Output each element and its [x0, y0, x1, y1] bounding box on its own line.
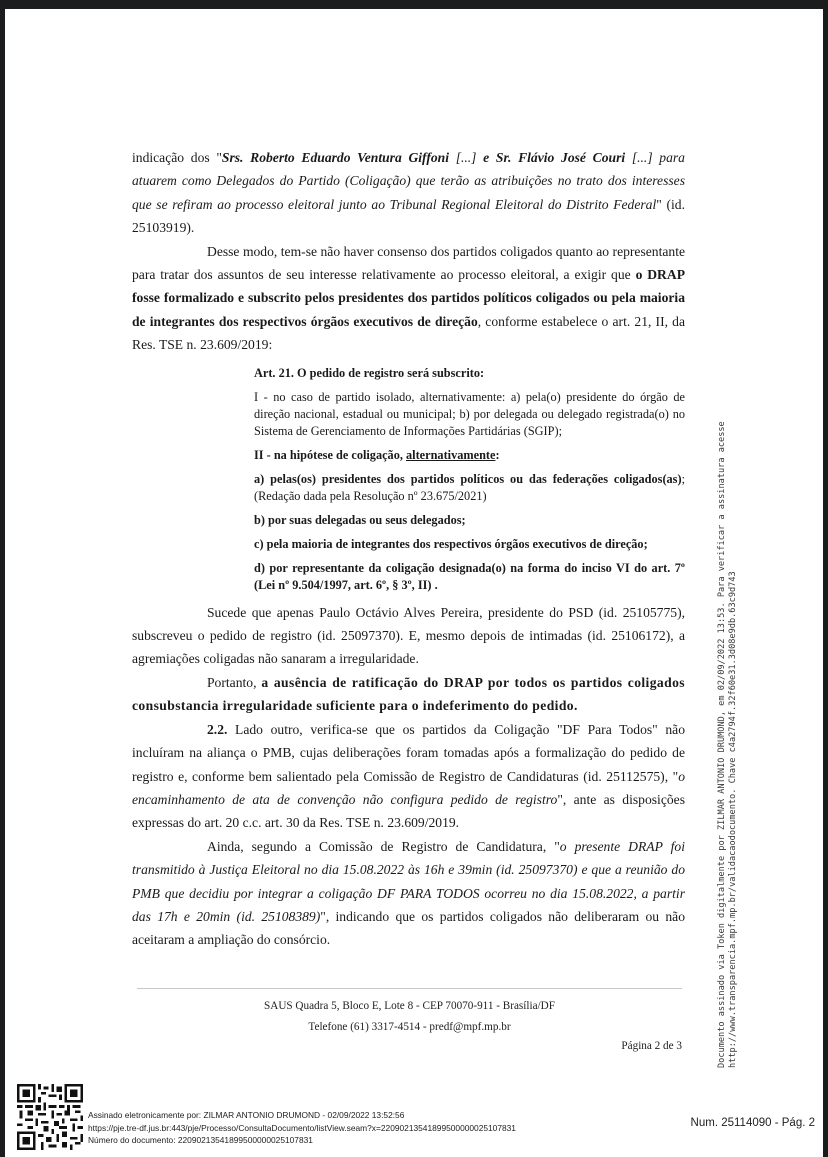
- quote-item-ii: II - na hipótese de coligação, alternativamente:: [254, 447, 500, 462]
- paragraph-consensus: Desse modo, tem-se não haver consenso dos partidos coligados quanto ao representante para tratar dos assuntos de seu interesse relativamente ao processo eleitoral, a exigir que o DRAP fosse formalizado e subscrito pelos presidentes dos partidos políticos coligados ou pela maioria de integrantes dos respectivos órgãos executivos de direção, conforme estabelece o art. 21, II, da Res. TSE n. 23.609/2019:: [132, 243, 685, 353]
- electronic-signature-block: [17, 1084, 617, 1154]
- paragraph-portanto: Portanto, a ausência de ratificação do DRAP por todos os partidos coligados consubstancia irregularidade suficiente para o indeferimento do pedido.: [132, 674, 685, 714]
- footer-address-block: [137, 996, 682, 1038]
- footer-address: SAUS Quadra 5, Bloco E, Lote 8 - CEP 70070-911 - Brasília/DF: [264, 1000, 555, 1012]
- signature-lines: [88, 1109, 516, 1147]
- num-page-ref: Num. 25114090 - Pág. 2: [690, 1117, 815, 1129]
- document-body: [132, 146, 685, 952]
- document-number: Número do documento: 22090213541899500000025107831: [88, 1135, 313, 1146]
- signed-by: Assinado eletronicamente por: ZILMAR ANTONIO DRUMOND - 02/09/2022 13:52:56: [88, 1110, 405, 1120]
- document-num-reference: [600, 1084, 815, 1130]
- stamp-line-1: Documento assinado via Token digitalmente por ZILMAR ANTONIO DRUMOND, em 02/09/2022 13:53. Para verificar a assinatura acesse: [717, 421, 727, 1068]
- paragraph-sucede: Sucede que apenas Paulo Octávio Alves Pereira, presidente do PSD (id. 25105775), subscreveu o pedido de registro (id. 25097370). E, mesmo depois de intimadas (id. 25106172), a agremiações coligadas não sanaram a irregularidade.: [132, 604, 685, 667]
- quote-item-i: I - no caso de partido isolado, alternativamente: a) pela(o) presidente do órgão de direção nacional, estadual ou municipal; b) por delegada ou delegado registrada(o) no Sistema de Gerenciamento de Informações Partidárias (SGIP);: [254, 389, 685, 438]
- footer-divider: [137, 988, 682, 989]
- paragraph-ainda: Ainda, segundo a Comissão de Registro de Candidatura, "o presente DRAP foi transmitido à Justiça Eleitoral no dia 15.08.2022 às 16h e 39min (id. 25097370) e que a reunião do PMB que decidiu por integrar a coligação DF PARA TODOS ocorreu no dia 15.08.2022, a partir das 17h e 20min (id. 25108389)", indicando que os partidos coligados não deliberaram ou não aceitaram a ampliação do consórcio.: [132, 838, 685, 948]
- quote-item-a: a) pelas(os) presidentes dos partidos políticos ou das federações coligados(as); (Redação dada pela Resolução nº 23.675/2021): [254, 471, 685, 503]
- paragraph-delegates: indicação dos "Srs. Roberto Eduardo Ventura Giffoni [...] e Sr. Flávio José Couri [...] para atuarem como Delegados do Partido (Coligação) que terão as atribuições no trato dos interesses que se refiram ao processo eleitoral junto ao Tribunal Regional Eleitoral do Distrito Federal" (id. 25103919).: [132, 150, 685, 236]
- quote-item-d: d) por representante da coligação designada(o) na forma do inciso VI do art. 7º (Lei nº 9.504/1997, art. 6º, § 3º, II) .: [254, 560, 685, 592]
- digital-signature-stamp: [717, 421, 745, 1068]
- page-number: Página 2 de 3: [621, 1040, 682, 1052]
- legal-quote: [254, 365, 685, 594]
- stamp-line-2: http://www.transparencia.mpf.mp.br/validacaodocumento. Chave c4a2794f.32f60e31.3d08e9db.63c9d743: [728, 571, 738, 1068]
- footer-contact: Telefone (61) 3317-4514 - predf@mpf.mp.br: [308, 1021, 511, 1033]
- qr-code-icon[interactable]: [17, 1084, 83, 1150]
- quote-item-c: c) pela maioria de integrantes dos respectivos órgãos executivos de direção;: [254, 536, 648, 551]
- paragraph-2-2: 2.2. Lado outro, verifica-se que os partidos da Coligação "DF Para Todos" não incluíram na aliança o PMB, cujas deliberações foram tomadas após a formalização do pedido de registro e, conforme bem salientado pela Comissão de Registro de Candidaturas (id. 25112575), "o encaminhamento de ata de convenção não configura pedido de registro", ante as disposições expressas do art. 20 c.c. art. 30 da Res. TSE n. 23.609/2019.: [132, 721, 685, 831]
- quote-heading: Art. 21. O pedido de registro será subscrito:: [254, 365, 485, 380]
- validation-url[interactable]: https://pje.tre-df.jus.br:443/pje/Processo/ConsultaDocumento/listView.seam?x=22090213541899500000025107831: [88, 1122, 516, 1133]
- quote-item-b: b) por suas delegadas ou seus delegados;: [254, 512, 466, 527]
